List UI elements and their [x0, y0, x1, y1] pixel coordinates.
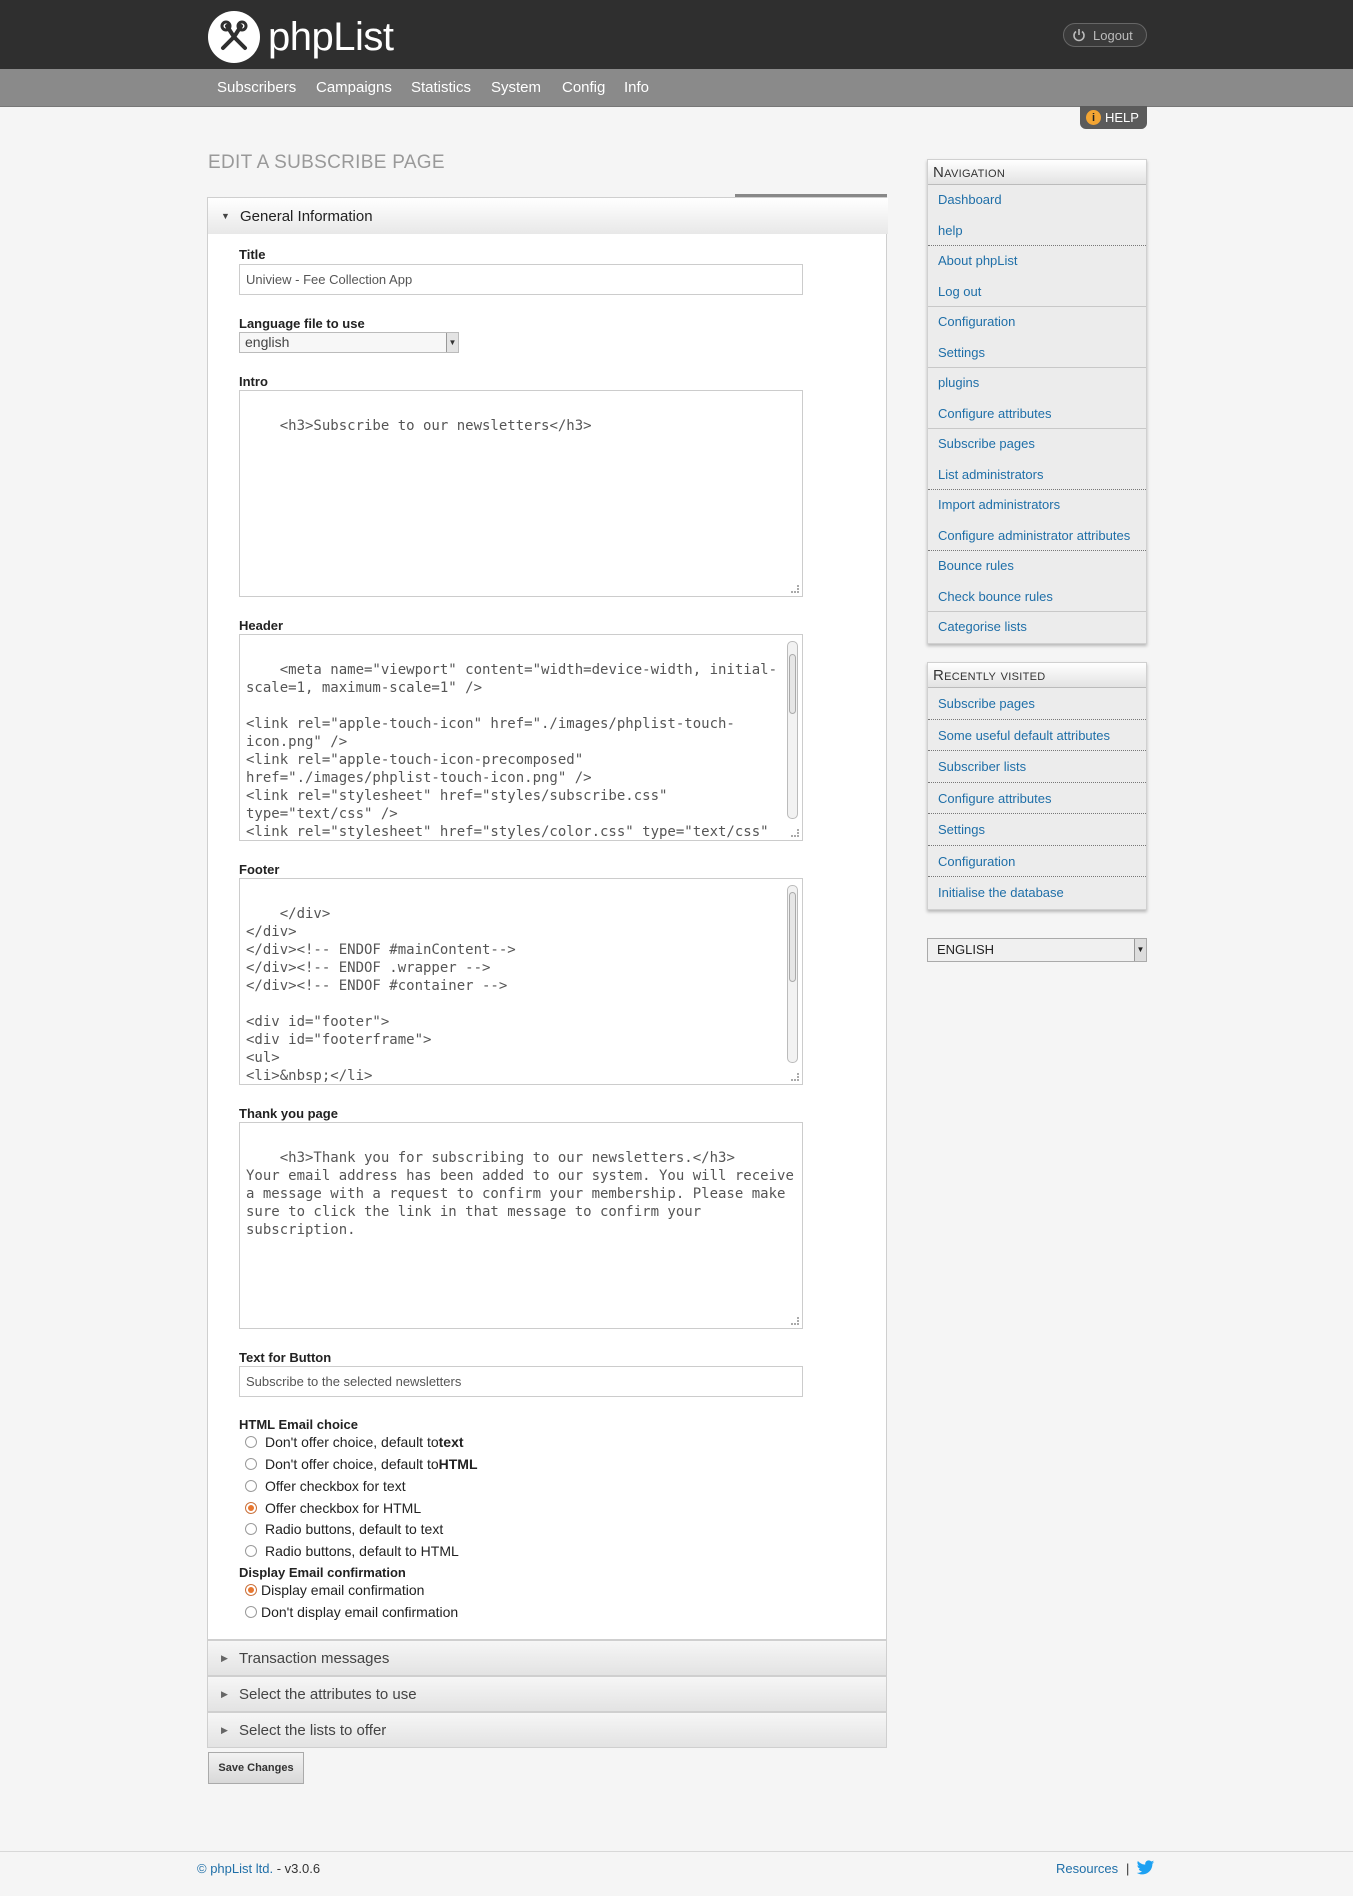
section-general-information[interactable]: [208, 198, 888, 234]
nav-link-help[interactable]: help: [928, 216, 1146, 247]
recent-link[interactable]: Subscribe pages: [928, 688, 1146, 720]
html-choice-option[interactable]: [245, 1434, 464, 1450]
scrollbar[interactable]: [787, 885, 798, 1063]
scrollbar-thumb[interactable]: [789, 654, 796, 714]
nav-link-categorise-lists[interactable]: Categorise lists: [938, 619, 1027, 634]
menu-campaigns[interactable]: Campaigns: [316, 79, 392, 96]
top-bar: [0, 0, 1353, 69]
resources-link[interactable]: Resources: [1056, 1861, 1119, 1876]
resize-handle-icon[interactable]: [791, 1317, 799, 1325]
recent-link[interactable]: Configuration: [928, 846, 1146, 878]
option-bold: text: [438, 1434, 464, 1450]
caret-down-icon: ▼: [221, 211, 230, 221]
section-label: Select the lists to offer: [239, 1721, 387, 1739]
html-choice-option[interactable]: [245, 1456, 478, 1472]
option-label: Display email confirmation: [261, 1582, 425, 1598]
section-label: Transaction messages: [239, 1649, 390, 1667]
radio-button[interactable]: [245, 1458, 257, 1470]
caret-right-icon: ▶: [221, 1724, 228, 1735]
twitter-icon[interactable]: [1136, 1860, 1155, 1876]
option-label: Radio buttons, default to HTML: [265, 1543, 459, 1559]
html-choice-option[interactable]: [245, 1500, 421, 1516]
caret-right-icon: ▶: [221, 1652, 228, 1663]
option-label: Radio buttons, default to text: [265, 1521, 444, 1537]
navigation-title: Navigation: [928, 160, 1146, 185]
power-icon: [1072, 28, 1086, 42]
caret-right-icon: ▶: [221, 1688, 228, 1699]
nav-link-import-administrators[interactable]: Import administrators: [938, 497, 1061, 512]
language-value: english: [245, 334, 290, 350]
thankyou-textarea[interactable]: [239, 1122, 803, 1329]
nav-link-plugins[interactable]: plugins: [938, 375, 980, 390]
option-bold: HTML: [438, 1456, 478, 1472]
language-select[interactable]: [239, 332, 459, 353]
nav-link-configuration[interactable]: Configuration: [938, 314, 1016, 329]
radio-button[interactable]: [245, 1606, 257, 1618]
confirm-option[interactable]: [245, 1604, 458, 1620]
save-changes-button[interactable]: Save Changes: [208, 1752, 304, 1784]
footer-label: Footer: [239, 862, 280, 877]
menu-config[interactable]: Config: [562, 79, 606, 96]
info-icon: i: [1086, 110, 1101, 125]
section-label: General Information: [240, 207, 373, 225]
radio-button-selected[interactable]: [245, 1584, 257, 1596]
recent-link[interactable]: Some useful default attributes: [928, 720, 1146, 752]
resize-handle-icon[interactable]: [791, 585, 799, 593]
button-text-input[interactable]: Subscribe to the selected newsletters: [239, 1366, 803, 1397]
menu-statistics[interactable]: Statistics: [411, 79, 472, 96]
radio-button[interactable]: [245, 1523, 257, 1535]
nav-link-subscribe-pages[interactable]: Subscribe pages: [938, 436, 1035, 451]
html-choice-option[interactable]: [245, 1521, 443, 1537]
page-title: EDIT A SUBSCRIBE PAGE: [208, 152, 445, 173]
footer-copyright: [197, 1861, 320, 1876]
option-label: Offer checkbox for HTML: [265, 1500, 422, 1516]
main-menu: [0, 69, 1353, 107]
dropdown-arrow-icon: ▼: [446, 333, 458, 352]
section-select-lists[interactable]: [207, 1712, 887, 1748]
radio-button-selected[interactable]: [245, 1502, 257, 1514]
nav-link-list-administrators[interactable]: List administrators: [928, 460, 1146, 491]
header-value: <meta name="viewport" content="width=device-width, initial-scale=1, maximum-scale=1" /> <link rel="apple-touch-icon" href="./images/phplist-touch-icon.png" /> <link rel="apple-touch-icon-precomposed" href="./images/phplist-touch-icon.png" /> <link rel="stylesheet" href="styles/subscribe.css" type="text/css" /> <link rel="stylesheet" href="styles/color.css" type="text/css": [246, 662, 778, 840]
resize-handle-icon[interactable]: [791, 829, 799, 837]
footer-value: </div> </div> </div><!-- ENDOF #mainContent--> </div><!-- ENDOF .wrapper --> </div><!-- ENDOF #container --> <div id="footer"> <div id="footerframe"> <ul> <li>&nbsp;</li>: [246, 906, 516, 1084]
language-label: Language file to use: [239, 316, 365, 331]
intro-label: Intro: [239, 374, 268, 389]
scrollbar-thumb[interactable]: [789, 892, 796, 982]
nav-link-logout[interactable]: Log out: [928, 277, 1146, 308]
navigation-box: [927, 159, 1147, 644]
page-footer: [0, 1851, 1353, 1896]
header-textarea[interactable]: [239, 634, 803, 841]
thankyou-value: <h3>Thank you for subscribing to our newsletters.</h3> Your email address has been added to our system. You will receive a message with a request to confirm your membership. Please make sure to click the link in that message to confirm your subscription.: [246, 1150, 794, 1238]
scrollbar[interactable]: [787, 641, 798, 819]
thankyou-label: Thank you page: [239, 1106, 338, 1121]
recent-link[interactable]: Subscriber lists: [928, 751, 1146, 783]
option-label: Offer checkbox for text: [265, 1478, 406, 1494]
confirm-option[interactable]: [245, 1582, 424, 1598]
title-label: Title: [239, 247, 266, 262]
button-text-label: Text for Button: [239, 1350, 332, 1365]
option-label: Don't offer choice, default to: [265, 1434, 439, 1450]
logout-label: Logout: [1093, 27, 1133, 43]
help-label: HELP: [1105, 110, 1139, 125]
html-choice-option[interactable]: [245, 1543, 459, 1559]
nav-link-about[interactable]: About phpList: [938, 253, 1018, 268]
option-label: Don't display email confirmation: [261, 1604, 459, 1620]
phplist-logo[interactable]: [208, 11, 393, 63]
section-transaction-messages[interactable]: [207, 1640, 887, 1676]
html-choice-label: HTML Email choice: [239, 1417, 358, 1432]
intro-textarea[interactable]: [239, 390, 803, 597]
footer-textarea[interactable]: [239, 878, 803, 1085]
radio-button[interactable]: [245, 1436, 257, 1448]
nav-link-configure-attributes[interactable]: Configure attributes: [928, 399, 1146, 430]
menu-info[interactable]: Info: [624, 79, 650, 96]
section-select-attributes[interactable]: [207, 1676, 887, 1712]
logout-button[interactable]: [1063, 23, 1147, 47]
html-choice-option[interactable]: [245, 1478, 406, 1494]
nav-link-check-bounce-rules[interactable]: Check bounce rules: [928, 582, 1146, 613]
footer-separator: |: [1126, 1861, 1130, 1876]
dropdown-arrow-icon: ▼: [1134, 939, 1146, 961]
logo-mark-icon: [208, 11, 260, 63]
nav-link-configure-admin-attributes[interactable]: Configure administrator attributes: [928, 521, 1146, 552]
version-text: - v3.0.6: [273, 1861, 321, 1876]
logo-text: phpList: [268, 14, 394, 59]
radio-button[interactable]: [245, 1545, 257, 1557]
recent-link[interactable]: Settings: [928, 814, 1146, 846]
resize-handle-icon[interactable]: [791, 1073, 799, 1081]
copyright-link[interactable]: © phpList ltd.: [197, 1861, 274, 1876]
recent-link[interactable]: Configure attributes: [928, 783, 1146, 815]
interface-language-select[interactable]: [927, 938, 1147, 962]
interface-language-value: ENGLISH: [937, 942, 995, 957]
recently-visited-title: Recently visited: [928, 663, 1146, 688]
recent-link[interactable]: Initialise the database: [938, 885, 1064, 900]
option-label: Don't offer choice, default to: [265, 1456, 439, 1472]
general-information-panel: [207, 197, 887, 1640]
menu-system[interactable]: System: [491, 79, 542, 96]
section-label: Select the attributes to use: [239, 1685, 417, 1703]
intro-value: <h3>Subscribe to our newsletters</h3>: [279, 418, 592, 434]
help-button[interactable]: [1080, 106, 1147, 129]
header-label: Header: [239, 618, 284, 633]
confirm-label: Display Email confirmation: [239, 1565, 406, 1580]
nav-link-bounce-rules[interactable]: Bounce rules: [938, 558, 1014, 573]
radio-button[interactable]: [245, 1480, 257, 1492]
recently-visited-box: [927, 662, 1147, 910]
menu-subscribers[interactable]: Subscribers: [217, 79, 297, 96]
title-input[interactable]: Uniview - Fee Collection App: [239, 264, 803, 295]
nav-link-settings[interactable]: Settings: [928, 338, 1146, 369]
nav-link-dashboard[interactable]: Dashboard: [938, 192, 1002, 207]
